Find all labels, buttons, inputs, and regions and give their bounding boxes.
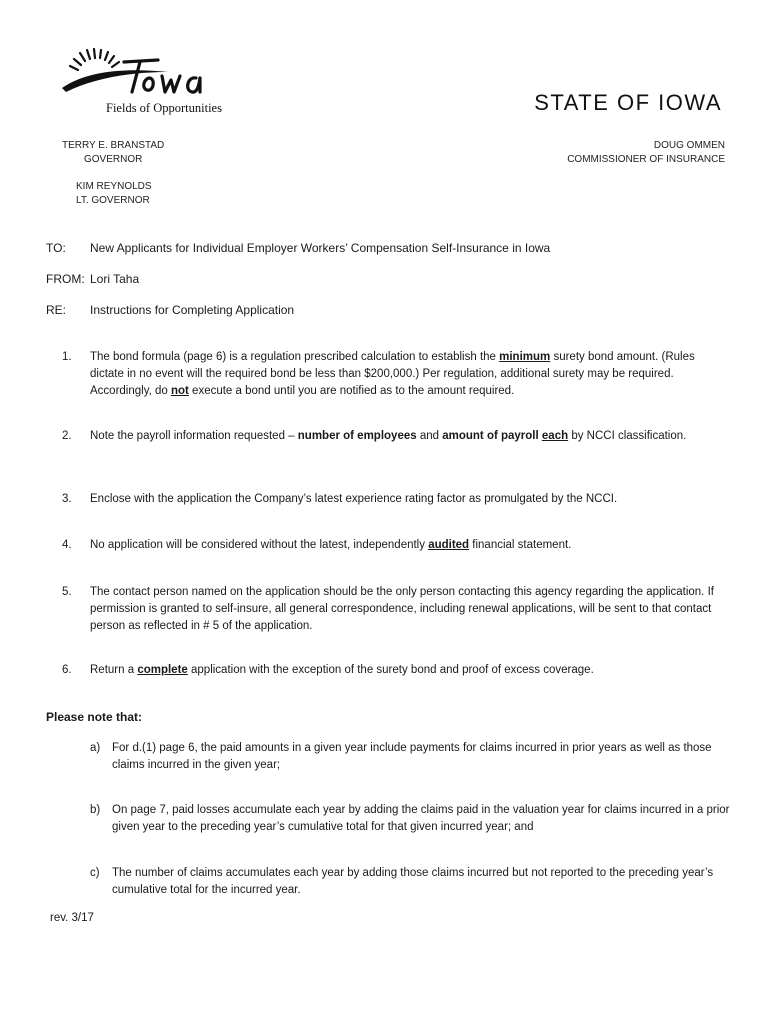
item-number: 5.	[62, 586, 72, 598]
state-title: STATE OF IOWA	[534, 90, 722, 115]
from-label: FROM:	[46, 272, 85, 286]
item-text: No application will be considered without the latest, independently audited financial statement.	[90, 539, 572, 551]
iowa-logo	[58, 48, 228, 120]
lt-governor-name: KIM REYNOLDS	[76, 181, 152, 192]
governor-title: GOVERNOR	[84, 154, 143, 165]
item-number: 2.	[62, 430, 72, 442]
to-value: New Applicants for Individual Employer Workers’ Compensation Self-Insurance in Iowa	[90, 241, 551, 255]
to-label: TO:	[46, 241, 66, 255]
note-text: For d.(1) page 6, the paid amounts in a given year include payments for claims incurred in prior years as well as those claims incurred in the given year;	[112, 742, 712, 771]
from-value: Lori Taha	[90, 272, 140, 286]
item-number: 4.	[62, 539, 72, 551]
re-label: RE:	[46, 303, 67, 317]
item-number: 6.	[62, 664, 72, 676]
instruction-item	[62, 584, 730, 635]
sun-logo-icon	[58, 48, 228, 104]
governor-block	[62, 139, 164, 167]
instruction-item	[62, 349, 730, 400]
note-text: The number of claims accumulates each year by adding those claims incurred but not reported to the preceding year’s cumulative total for the incurred year.	[112, 867, 714, 896]
item-text: Return a complete application with the exception of the surety bond and proof of excess coverage.	[90, 664, 594, 676]
revision-label: rev. 3/17	[50, 912, 94, 924]
instruction-item	[62, 491, 730, 508]
commissioner-title: COMMISSIONER OF INSURANCE	[567, 154, 725, 165]
item-text: The bond formula (page 6) is a regulation prescribed calculation to establish the minimum surety bond amount. (Rules dictate in no event will the required bond be less than $200,000.) Per regulation, additional surety may be required. Accordingly, do not execute a bond until you are notified as to the amount required.	[90, 351, 695, 397]
item-number: 3.	[62, 493, 72, 505]
note-item	[90, 802, 730, 836]
note-heading: Please note that:	[46, 710, 143, 724]
commissioner-name: DOUG OMMEN	[653, 140, 725, 151]
note-letter: b)	[90, 804, 101, 816]
note-item	[90, 865, 730, 899]
item-number: 1.	[62, 351, 72, 363]
note-text: On page 7, paid losses accumulate each year by adding the claims paid in the valuation year for claims incurred in a prior given year to the preceding year’s cumulative total for that given incurred year; and	[112, 804, 730, 833]
lt-governor-title: LT. GOVERNOR	[76, 195, 150, 206]
item-text: Enclose with the application the Company’s latest experience rating factor as promulgated by the NCCI.	[90, 493, 618, 505]
commissioner-block	[567, 139, 725, 167]
re-value: Instructions for Completing Application	[90, 303, 295, 317]
note-item	[90, 740, 730, 774]
logo-tagline: Fields of Opportunities	[106, 101, 222, 115]
note-letter: a)	[90, 742, 101, 754]
instruction-item	[62, 662, 730, 679]
instruction-item	[62, 428, 730, 445]
lt-governor-block	[76, 180, 152, 208]
governor-name: TERRY E. BRANSTAD	[62, 140, 165, 151]
item-text: Note the payroll information requested – number of employees and amount of payroll each by NCCI classification.	[90, 430, 687, 442]
item-text: The contact person named on the application should be the only person contacting this agency regarding the application. If permission is granted to self-insure, all general correspondence, including renewal applications, will be sent to that contact person as reflected in # 5 of the application.	[90, 586, 714, 632]
instruction-item	[62, 537, 730, 554]
note-letter: c)	[90, 867, 100, 879]
